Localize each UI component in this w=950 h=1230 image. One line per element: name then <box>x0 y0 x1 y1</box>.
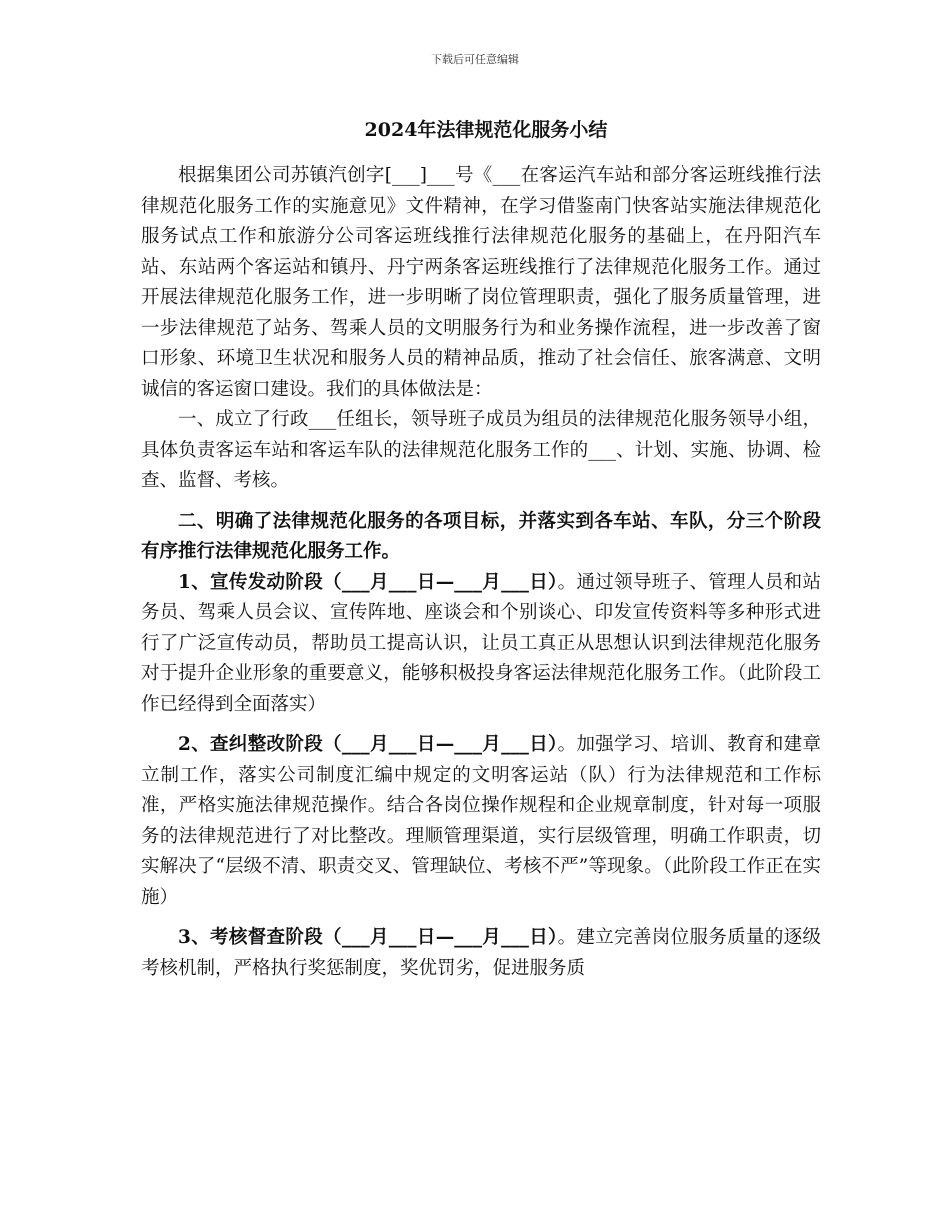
stage-1-text: 。通过领导班子、管理人员和站务员、驾乘人员会议、宣传阵地、座谈会和个别谈心、印发宣传资料等多种形式进行了广泛宣传动员，帮助员工提高认识，让员工真正从思想认识到法律规范化服务对于提升企业形象的重要意义，能够积极投身客运法律规范化服务工作。（此阶段工作已经得到全面落实） <box>141 571 821 715</box>
paragraph-section-2: 二、明确了法律规范化服务的各项目标，并落实到各车站、车队，分三个阶段有序推行法律规范化服务工作。 <box>141 510 821 562</box>
document-body <box>141 115 821 984</box>
paragraph-stage-2 <box>141 730 821 913</box>
paragraph-stage-3 <box>141 923 821 984</box>
stage-2-heading: 2、查纠整改阶段（___月___日—___月___日） <box>178 734 558 755</box>
stage-1-heading: 1、宣传发动阶段（___月___日—___月___日） <box>178 571 558 593</box>
stage-3-heading: 3、考核督查阶段（___月___日—___月___日） <box>178 927 558 948</box>
page-header-note: 下载后可任意编辑 <box>431 53 519 66</box>
paragraph-section-1: 一、成立了行政___任组长，领导班子成员为组员的法律规范化服务领导小组，具体负责客运车站和客运车队的法律规范化服务工作的___、计划、实施、协调、检查、监督、考核。 <box>141 409 821 491</box>
paragraph-stage-1 <box>141 568 821 721</box>
stage-2-text: 。加强学习、培训、教育和建章立制工作，落实公司制度汇编中规定的文明客运站（队）行为法律规范和工作标准，严格实施法律规范操作。结合各岗位操作规程和企业规章制度，针对每一项服务的法律规范进行了对比整改。理顺管理渠道，实行层级管理，明确工作职责，切实解决了“层级不清、职责交叉、管理缺位、考核不严”等现象。（此阶段工作正在实施） <box>141 734 821 908</box>
paragraph-intro: 根据集团公司苏镇汽创字[___]___号《___在客运汽车站和部分客运班线推行法律规范化服务工作的实施意见》文件精神，在学习借鉴南门快客站实施法律规范化服务试点工作和旅游分公司客运班线推行法律规范化服务的基础上，在丹阳汽车站、东站两个客运站和镇丹、丹宁两条客运班线推行了法律规范化服务工作。通过开展法律规范化服务工作，进一步明晰了岗位管理职责，强化了服务质量管理，进一步法律规范了站务、驾乘人员的文明服务行为和业务操作流程，进一步改善了窗口形象、环境卫生状况和服务人员的精神品质，推动了社会信任、旅客满意、文明诚信的客运窗口建设。我们的具体做法是： <box>141 165 821 400</box>
stage-3-text: 。建立完善岗位服务质量的逐级考核机制，严格执行奖惩制度，奖优罚劣，促进服务质 <box>141 927 821 979</box>
document-title: 2024年法律规范化服务小结 <box>364 119 608 141</box>
